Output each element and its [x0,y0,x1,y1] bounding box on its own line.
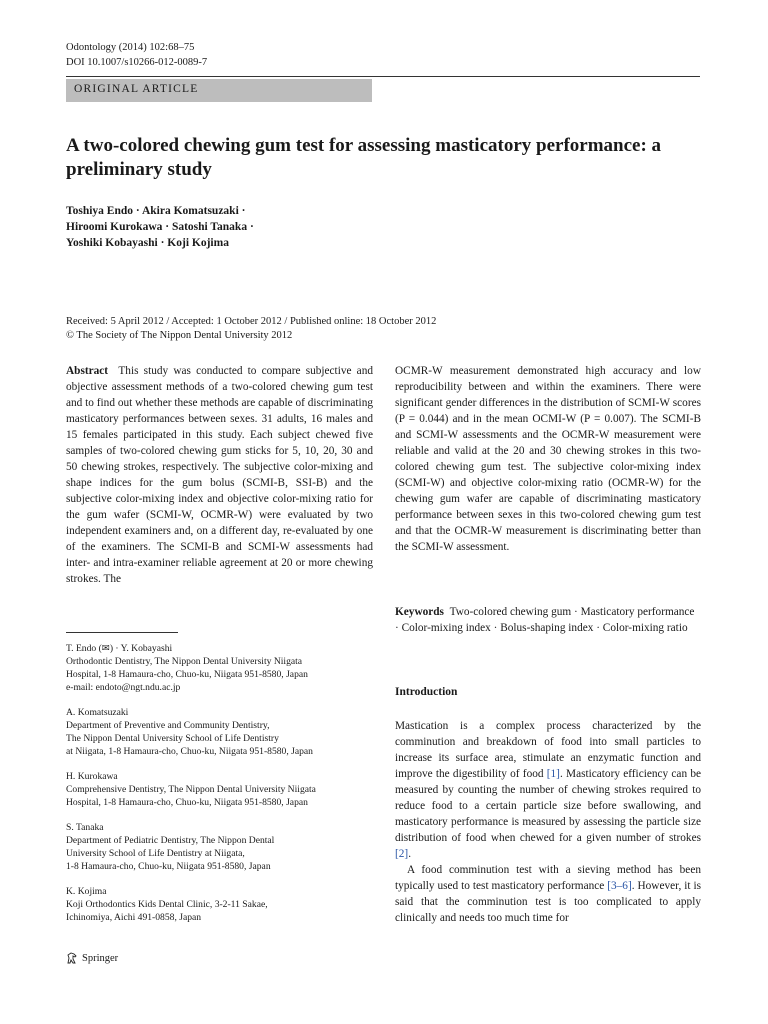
affiliation-line: Orthodontic Dentistry, The Nippon Dental University Niigata [66,656,303,667]
keywords-text: Two-colored chewing gum · Masticatory performance · Color-mixing index · Bolus-shaping index · Color-mixing ratio [395,606,695,634]
affiliation-name: T. Endo (✉) · Y. Kobayashi [66,643,173,654]
affiliation-block [66,770,376,809]
affiliation-line: Comprehensive Dentistry, The Nippon Dental University Niigata [66,784,316,795]
keywords-block [395,604,701,636]
journal-citation: Odontology (2014) 102:68–75 [66,42,195,53]
affiliation-line: at Niigata, 1-8 Hamaura-cho, Chuo-ku, Niigata 951-8580, Japan [66,746,313,757]
journal-meta [66,40,207,70]
affiliation-name: S. Tanaka [66,822,104,833]
affiliation-block [66,885,376,924]
intro-paragraph [395,862,701,926]
intro-text: . [408,848,412,860]
page-footer [66,952,118,964]
citation-link[interactable]: [3–6] [607,880,632,892]
abstract-text-part1: This study was conducted to compare subjective and objective assessment methods of a two-colored chewing gum test and to find out whether these methods are capable of discriminating masticatory performances between sexes. 31 adults, 16 males and 15 females participated in this study. Each subject chewed five samples of two-colored chewing gum sticks for 5, 10, 20, 30 and 50 chewing strokes, respectively. The subjective color-mixing and shape indices for the gum bolus (SCMI-B, SSI-B) and the subjective color-mixing index and objective color-mixing ratio for the gum wafer (SCMI-W, OCMR-W) were evaluated by two independent examiners and, on a different day, re-evaluated by one of the examiners. The SCMI-B and SCMI-W assessments had inter- and intra-examiner reliable agreement at 20 or more chewing strokes. The [66,365,373,585]
affiliation-name: H. Kurokawa [66,771,118,782]
affiliation-line: Ichinomiya, Aichi 491-0858, Japan [66,912,202,923]
author-line: Toshiya Endo · Akira Komatsuzaki · [66,205,246,217]
copyright-line: © The Society of The Nippon Dental University 2012 [66,330,293,341]
affiliation-block [66,821,376,873]
article-type-label: ORIGINAL ARTICLE [74,83,199,95]
abstract-label: Abstract [66,365,109,377]
publication-dates [66,315,436,343]
citation-link[interactable]: [1] [546,768,560,780]
journal-doi[interactable]: DOI 10.1007/s10266-012-0089-7 [66,57,208,68]
affiliations [66,642,376,936]
author-list [66,203,254,251]
affiliation-line: University School of Life Dentistry at Niigata, [66,848,245,859]
abstract-paragraph [66,363,373,587]
affiliation-line: Koji Orthodontics Kids Dental Clinic, 3-2-11 Sakae, [66,899,268,910]
affiliation-line: Hospital, 1-8 Hamaura-cho, Chuo-ku, Niigata 951-8580, Japan [66,797,308,808]
abstract-left-column [66,363,373,587]
publisher-name: Springer [82,952,119,964]
affiliation-line: Department of Preventive and Community Dentistry, [66,720,270,731]
intro-text: Mastication is a complex process characterized by the comminution and breakdown of food into small particles to increase its surface area, stimulate an enzymatic function and improve the digestibility of food [395,720,701,780]
author-line: Hiroomi Kurokawa · Satoshi Tanaka · [66,221,254,233]
article-title: A two-colored chewing gum test for assessing masticatory performance: a preliminary study [66,135,662,180]
abstract-text-part2: OCMR-W measurement demonstrated high accuracy and low reproducibility between and within the examiners. There were significant gender differences in the distribution of SCMI-W scores (P = 0.044) and in the mean OCMI-W (P = 0.007). The SCMI-B and SCMI-W assessments and the OCMR-W measurement were reliable and valid at the 20 and 30 chewing strokes in this two-colored chewing gum test. The subjective color-mixing index (SCMI-W) and objective color-mixing ratio (OCMR-W) for the chewing gum wafer are capable of discriminating masticatory performance between sexes in this two-colored chewing gum test and that the OCMR-W measurement is discriminating better than the SCMI-W assessment. [395,365,701,553]
affiliation-line: 1-8 Hamaura-cho, Chuo-ku, Niigata 951-8580, Japan [66,861,271,872]
section-heading-introduction: Introduction [395,686,458,698]
affiliation-email[interactable]: e-mail: endoto@ngt.ndu.ac.jp [66,682,181,693]
affiliation-block [66,642,376,694]
header-rule [66,76,700,77]
affiliation-line: The Nippon Dental University School of Life Dentistry [66,733,279,744]
author-line: Yoshiki Kobayashi · Koji Kojima [66,237,229,249]
affiliation-block [66,706,376,758]
intro-text: A food comminution test with a sieving method has been typically used to test masticatory performance [395,864,701,892]
abstract-right-column [395,363,701,555]
intro-text: . Masticatory efficiency can be measured by counting the number of chewing strokes required to reduce food to a certain particle size before swallowing, and masticatory performance is measured by assessing the particle size distribution of food when chewed for a given number of strokes [395,768,701,844]
affiliation-line: Hospital, 1-8 Hamaura-cho, Chuo-ku, Niigata 951-8580, Japan [66,669,308,680]
springer-horse-icon [66,952,78,964]
citation-link[interactable]: [2] [395,848,409,860]
affiliation-name: A. Komatsuzaki [66,707,129,718]
footnote-rule [66,632,178,633]
keywords-label: Keywords [395,606,444,618]
intro-paragraph [395,718,701,862]
intro-text: . However, it is said that the comminution test is too complicated to apply clinically and needs too much time for [395,880,701,924]
affiliation-name: K. Kojima [66,886,107,897]
date-history: Received: 5 April 2012 / Accepted: 1 October 2012 / Published online: 18 October 2012 [66,316,437,327]
introduction-body [395,718,701,926]
affiliation-line: Department of Pediatric Dentistry, The Nippon Dental [66,835,275,846]
